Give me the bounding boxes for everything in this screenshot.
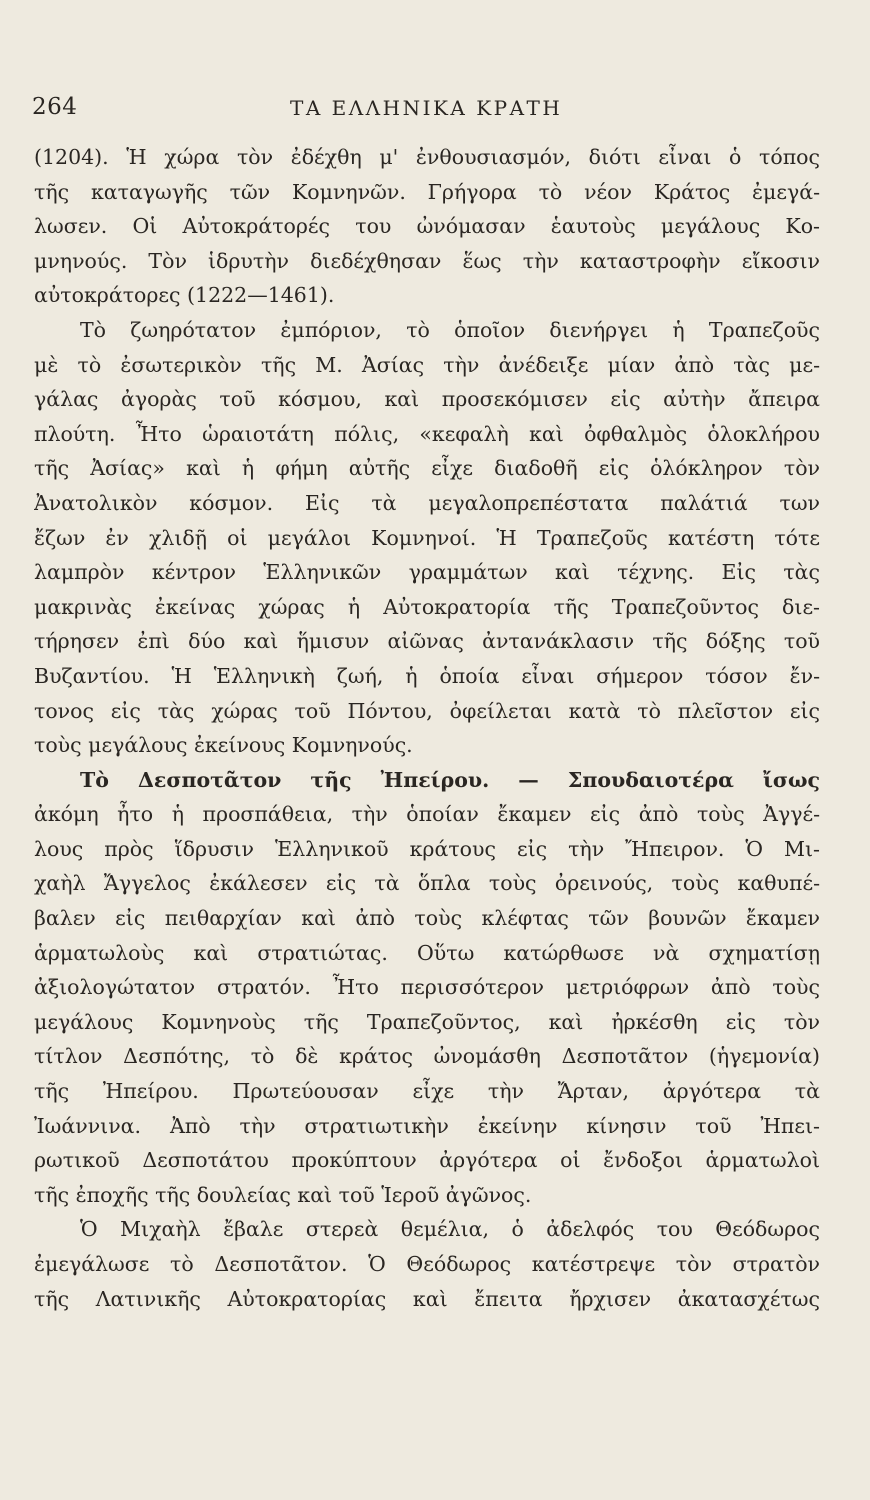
text-line: ἐμεγάλωσε τὸ Δεσποτᾶτον. Ὁ Θεόδωρος κατέστρεψε τὸν στρατὸν [34, 1252, 820, 1276]
text-line: ἁρματωλοὺς καὶ στρατιώτας. Οὕτω κατώρθωσε νὰ σχηματίσῃ [34, 940, 820, 965]
text-line: τῆς Λατινικῆς Αὐτοκρατορίας καὶ ἔπειτα ἤρχισεν ἀκατασχέτως [34, 1286, 820, 1311]
text-line: λαμπρὸν κέντρον Ἑλληνικῶν γραμμάτων καὶ τέχνης. Εἰς τὰς [34, 560, 820, 585]
text-line: Ἀνατολικὸν κόσμον. Εἰς τὰ μεγαλοπρεπέστατα παλάτιά των [34, 490, 820, 515]
text-line: χαὴλ Ἄγγελος ἐκάλεσεν εἰς τὰ ὅπλα τοὺς ὀρεινούς, τοὺς καθυπέ- [34, 871, 820, 896]
text-line: μακρινὰς ἐκείνας χώρας ἡ Αὐτοκρατορία τῆς Τραπεζοῦντος διε- [34, 594, 820, 619]
text-line: τῆς Ἠπείρου. Πρωτεύουσαν εἶχε τὴν Ἄρταν, ἀργότερα τὰ [34, 1079, 820, 1104]
text-line: τῆς ἐποχῆς τῆς δουλείας καὶ τοῦ Ἱεροῦ ἀγῶνος. [34, 1182, 532, 1207]
page-header [32, 94, 816, 128]
text-line: τήρησεν ἐπὶ δύο καὶ ἥμισυν αἰῶνας ἀντανάκλασιν τῆς δόξης τοῦ [34, 629, 820, 654]
text-line: ἔζων ἐν χλιδῇ οἱ μεγάλοι Κομνηνοί. Ἡ Τραπεζοῦς κατέστη τότε [34, 525, 820, 550]
section-heading-line: Τὸ Δεσποτᾶτον τῆς Ἠπείρου. — Σπουδαιοτέρα ἴσως [80, 767, 820, 792]
text-line: τίτλον Δεσπότης, τὸ δὲ κράτος ὠνομάσθη Δεσποτᾶτον (ἡγεμονία) [34, 1044, 820, 1069]
text-line: ρωτικοῦ Δεσποτάτου προκύπτουν ἀργότερα οἱ ἔνδοξοι ἁρματωλοὶ [34, 1148, 820, 1173]
text-line: Ἰωάννινα. Ἀπὸ τὴν στρατιωτικὴν ἐκείνην κίνησιν τοῦ Ἠπει- [34, 1113, 820, 1138]
text-line: μνηνούς. Τὸν ἱδρυτὴν διεδέχθησαν ἕως τὴν καταστροφὴν εἴκοσιν [34, 248, 820, 273]
text-line: τοὺς μεγάλους ἐκείνους Κομνηνούς. [34, 733, 413, 758]
text-line: (1204). Ἡ χώρα τὸν ἐδέχθη μ' ἐνθουσιασμόν, διότι εἶναι ὁ τόπος [34, 145, 820, 169]
text-line: Βυζαντίου. Ἡ Ἑλληνικὴ ζωή, ἡ ὁποία εἶναι σήμερον τόσον ἔν- [34, 663, 820, 688]
text-line: βαλεν εἰς πειθαρχίαν καὶ ἀπὸ τοὺς κλέφτας τῶν βουνῶν ἔκαμεν [34, 906, 820, 931]
running-head: ΤΑ ΕΛΛΗΝΙΚΑ ΚΡΑΤΗ [290, 96, 563, 120]
text-line: τονος εἰς τὰς χώρας τοῦ Πόντου, ὀφείλεται κατὰ τὸ πλεῖστον εἰς [34, 698, 820, 723]
paragraph-start-line: Τὸ ζωηρότατον ἐμπόριον, τὸ ὁποῖον διενήργει ἡ Τραπεζοῦς [80, 317, 820, 342]
text-line: γάλας ἀγορὰς τοῦ κόσμου, καὶ προσεκόμισεν εἰς αὐτὴν ἄπειρα [34, 387, 820, 412]
text-line: πλούτη. Ἦτο ὡραιοτάτη πόλις, «κεφαλὴ καὶ ὀφθαλμὸς ὁλοκλήρου [34, 421, 820, 446]
page-number: 264 [32, 94, 78, 120]
text-line: λους πρὸς ἵδρυσιν Ἑλληνικοῦ κράτους εἰς τὴν Ἤπειρον. Ὁ Μι- [34, 836, 820, 861]
text-line: μεγάλους Κομνηνοὺς τῆς Τραπεζοῦντος, καὶ ἠρκέσθη εἰς τὸν [34, 1009, 820, 1034]
text-line: αὐτοκράτορες (1222—1461). [34, 283, 335, 308]
text-line: μὲ τὸ ἐσωτερικὸν τῆς Μ. Ἀσίας τὴν ἀνέδειξε μίαν ἀπὸ τὰς με- [34, 352, 820, 377]
text-line: ἀξιολογώτατον στρατόν. Ἦτο περισσότερον μετριόφρων ἀπὸ τοὺς [34, 975, 820, 1000]
text-line: τῆς Ἀσίας» καὶ ἡ φήμη αὐτῆς εἶχε διαδοθῆ εἰς ὁλόκληρον τὸν [34, 456, 820, 481]
text-line: τῆς καταγωγῆς τῶν Κομνηνῶν. Γρήγορα τὸ νέον Κράτος ἐμεγά- [34, 179, 820, 204]
text-line: λωσεν. Οἱ Αὐτοκράτορές του ὠνόμασαν ἑαυτοὺς μεγάλους Κο- [34, 214, 820, 239]
text-line: ἀκόμη ἦτο ἡ προσπάθεια, τὴν ὁποίαν ἔκαμεν εἰς ἀπὸ τοὺς Ἀγγέ- [34, 802, 820, 827]
paragraph-start-line: Ὁ Μιχαὴλ ἔβαλε στερεὰ θεμέλια, ὁ ἀδελφός του Θεόδωρος [80, 1217, 820, 1242]
body-text [34, 140, 820, 1316]
